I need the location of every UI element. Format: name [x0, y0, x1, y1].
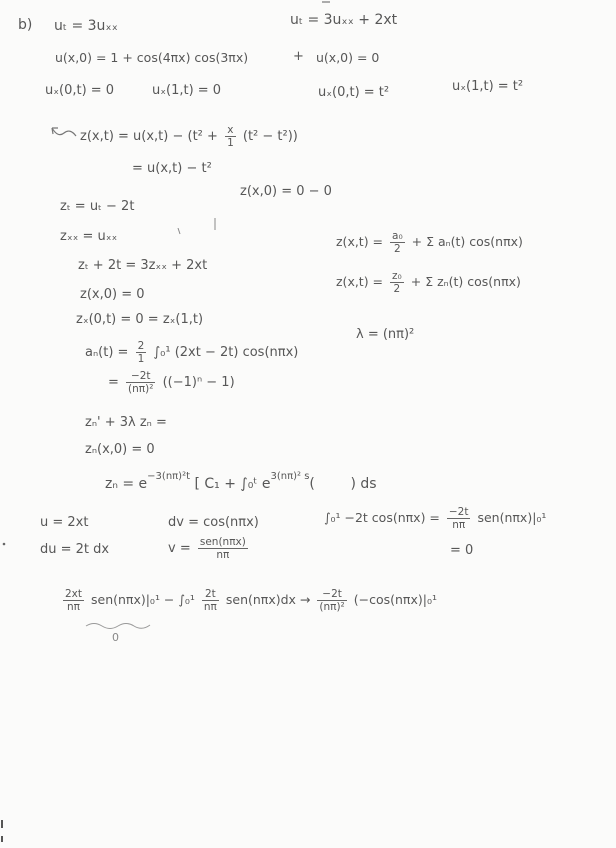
solution-tail: ( ) ds: [309, 476, 377, 492]
side-integral: [324, 506, 546, 531]
shift-function-line: [80, 124, 298, 149]
fraction-denominator: 2: [394, 243, 401, 255]
series-fraction: [390, 230, 405, 255]
v-fraction: [198, 536, 248, 561]
result-tail: ((−1)ⁿ − 1): [162, 375, 235, 390]
result-equals: =: [108, 375, 119, 390]
z-initial-condition: z(x,0) = 0: [80, 287, 145, 302]
ode-solution: [105, 471, 377, 493]
shift-simplified: = u(x,t) − t²: [132, 161, 212, 176]
coefficient-lhs: aₙ(t) =: [85, 345, 129, 360]
parts-du: du = 2t dx: [40, 542, 110, 557]
left-dot-mark: [2, 542, 6, 546]
fraction-denominator: 1: [227, 137, 234, 149]
coefficient-integral: ∫₀¹ (2xt − 2t) cos(nπx): [153, 345, 299, 360]
solution-exponent-1: −3(nπ)²t: [147, 471, 191, 482]
final-middle-2: sen(nπx)dx →: [225, 592, 311, 607]
fraction-denominator: nπ: [216, 549, 230, 561]
v-lhs: v =: [168, 541, 191, 556]
z-xx-derivative: zₓₓ = uₓₓ: [60, 229, 118, 244]
fraction-denominator: 2: [393, 283, 401, 295]
initial-condition-right: u(x,0) = 0: [316, 50, 380, 65]
eigenvalue: λ = (nπ)²: [356, 327, 415, 342]
fraction-denominator: nπ: [452, 519, 466, 531]
cosine-series-2: [336, 270, 521, 295]
fraction-denominator: (nπ)²: [319, 601, 345, 613]
fraction-denominator: nπ: [203, 601, 217, 613]
fraction-numerator: 2t: [202, 588, 219, 601]
arrow-doodle-mark: [50, 124, 78, 142]
fraction-numerator: −2t: [448, 506, 469, 518]
fraction-numerator: −2t: [126, 370, 155, 383]
fraction-denominator: 1: [137, 353, 145, 365]
tick-mark: [213, 218, 217, 232]
solution-middle: [ C₁ + ∫₀ᵗ e: [190, 476, 271, 492]
problem-label: b): [18, 17, 33, 33]
pde-nonhomogeneous: uₜ = 3uₓₓ + 2xt: [290, 12, 398, 28]
plus-sign: +: [293, 49, 304, 64]
shift-end: (t² − t²)): [242, 129, 298, 144]
fraction-numerator: z₀: [392, 270, 402, 282]
coefficient-factor: [136, 340, 147, 365]
bottom-edge-mark: [0, 820, 6, 844]
parts-v: [168, 536, 251, 561]
series-fraction: [390, 270, 404, 295]
series-lhs: z(x,t) =: [336, 234, 384, 249]
final-fraction-3: [317, 588, 346, 613]
cosine-series-1: [336, 230, 523, 255]
series-lhs: z(x,t) =: [336, 274, 384, 289]
boundary-right-0: uₓ(0,t) = t²: [318, 85, 390, 100]
fraction-numerator: a₀: [392, 230, 403, 242]
fraction-numerator: 2xt: [65, 588, 83, 600]
boundary-left-0: uₓ(0,t) = 0: [45, 83, 115, 98]
fraction-denominator: nπ: [67, 601, 80, 613]
z-t-derivative: zₜ = uₜ − 2t: [60, 199, 135, 214]
coefficient-result: [108, 370, 235, 395]
parts-u: u = 2xt: [40, 515, 89, 530]
boundary-left-1: uₓ(1,t) = 0: [152, 83, 222, 98]
solution-lhs: zₙ = e: [105, 476, 148, 492]
final-tail: (−cos(nπx)|₀¹: [353, 592, 437, 607]
z-boundary-conditions: zₓ(0,t) = 0 = zₓ(1,t): [76, 312, 204, 327]
side-result: = 0: [450, 543, 474, 558]
final-fraction-1: [63, 588, 84, 613]
top-dash-mark: [322, 0, 332, 4]
crossed-zero: 0: [112, 631, 119, 644]
z-pde: zₜ + 2t = 3zₓₓ + 2xt: [78, 258, 208, 273]
side-lhs: ∫₀¹ −2t cos(nπx) =: [324, 510, 440, 525]
parts-final-line: [60, 588, 437, 613]
result-fraction: [126, 370, 155, 395]
fraction-numerator: −2t: [317, 588, 346, 601]
fraction-numerator: sen(nπx): [199, 536, 246, 548]
underline-squiggle-mark: [84, 620, 156, 630]
ode-initial: zₙ(x,0) = 0: [85, 442, 155, 457]
coefficient-formula: [85, 340, 298, 365]
series-rhs: + Σ zₙ(t) cos(nπx): [410, 274, 521, 289]
shift-fraction: [225, 124, 236, 149]
pde-homogeneous: uₜ = 3uₓₓ: [54, 18, 118, 34]
shift-start: z(x,t) = u(x,t) − (t² +: [80, 129, 218, 144]
fraction-denominator: (nπ)²: [128, 383, 154, 395]
z-initial-check: z(x,0) = 0 − 0: [240, 184, 332, 199]
series-rhs: + Σ aₙ(t) cos(nπx): [411, 234, 523, 249]
fraction-numerator: 2: [137, 340, 145, 352]
side-fraction: [447, 506, 471, 531]
apostrophe-mark: [176, 228, 184, 236]
final-middle-1: sen(nπx)|₀¹ − ∫₀¹: [91, 592, 195, 607]
fraction-numerator: x: [225, 124, 236, 137]
ode-equation: zₙ' + 3λ zₙ =: [85, 415, 167, 430]
side-tail: sen(nπx)|₀¹: [477, 510, 547, 525]
initial-condition-left: u(x,0) = 1 + cos(4πx) cos(3πx): [55, 50, 249, 65]
final-fraction-2: [202, 588, 219, 613]
parts-dv: dv = cos(nπx): [168, 515, 259, 530]
solution-exponent-2: 3(nπ)² s: [270, 471, 310, 482]
boundary-right-1: uₓ(1,t) = t²: [452, 79, 524, 94]
